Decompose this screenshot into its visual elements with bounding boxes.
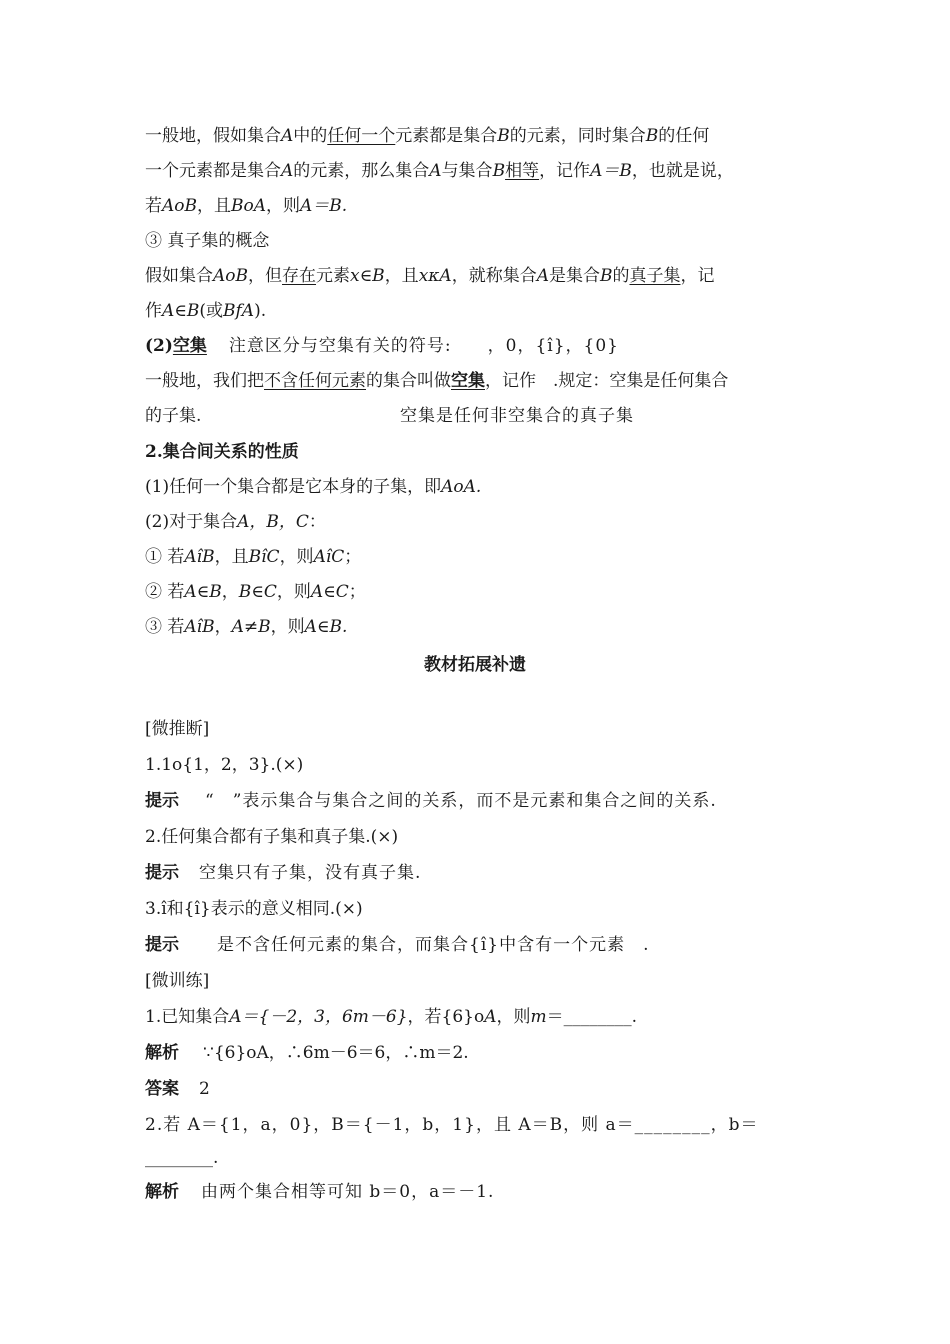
text: ， [214,617,232,637]
formula: A∈B [162,301,200,321]
train-question-2-line-1: 2.若 A＝{1，a，0}，B＝{－1，b，1}，且 A＝B，则 a＝________，b＝ [145,1115,759,1135]
formula: AoA. [441,477,482,497]
formula: xκA [418,266,452,286]
text: ，且 [214,547,249,567]
text: ，且 [384,266,419,286]
text: ，则 [270,617,305,637]
properties-heading: 2.集合间关系的性质 [145,442,299,462]
text: ③ 若 [145,617,185,637]
formula: A，B，C [237,512,309,532]
proper-subset-heading: ③ 真子集的概念 [145,231,270,251]
text: ，记 [680,266,715,286]
bold-underlined-term: 空集 [451,371,485,391]
analysis-label: 解析 [145,1043,179,1063]
formula: A∈B [184,582,222,602]
formula: A＝{－2，3，6m－6} [229,1007,408,1027]
var-a: A [281,161,294,181]
formula: A≠B [231,617,271,637]
train-analysis-2 [145,1181,494,1203]
text: ，则 [276,582,311,602]
text: ② 若 [145,582,185,602]
var-b: B [497,126,510,146]
equality-line-2 [145,160,734,182]
underlined-term: 不含任何元素 [264,371,366,391]
infer-question-3: 3.î和{î}表示的意义相同.(×) [145,899,363,919]
var-m: m [530,1007,547,1027]
text: 假如集合 [145,266,213,286]
text: ＝________. [546,1007,638,1027]
formula: AîB [184,547,215,567]
var-a: A [536,266,549,286]
text: 的元素，同时集合 [509,126,646,146]
text: 作 [145,301,162,321]
text: 元素 [316,266,351,286]
underlined-term: 任何一个 [327,126,396,146]
text: (2)对于集合 [145,512,238,532]
text: 的元素，那么集合 [293,161,430,181]
formula: BîC [248,547,280,567]
text: ① 若 [145,547,185,567]
var-a: A [281,126,294,146]
infer-question-2: 2.任何集合都有子集和真子集.(×) [145,827,399,847]
var-b: B [599,266,613,286]
empty-set-line-2 [145,405,201,427]
formula: BfA [223,301,255,321]
var-b: B [645,126,659,146]
property-2-1 [145,546,361,568]
hint-label: 提示 [145,791,179,811]
text: 的 [612,266,630,286]
empty-set-line-1 [145,370,728,392]
property-2-3 [145,616,347,638]
formula: A∈B. [304,617,348,637]
text: 是集合 [548,266,600,286]
analysis-text: 由两个集合相等可知 b＝0，a＝－1. [201,1182,495,1202]
text: 1.已知集合 [145,1007,230,1027]
answer-value: 2 [199,1079,210,1099]
answer-label: 答案 [145,1079,179,1099]
text: ，若{6}o [407,1007,485,1027]
var-b: B [492,161,506,181]
micro-infer-label: [微推断] [145,719,210,739]
text: (或 [199,301,223,321]
formula: A＝B [590,161,632,181]
text: ，则 [496,1007,531,1027]
text: 的子集. [145,406,202,426]
text: ： [308,512,326,532]
analysis-text: ∵{6}oA，∴6m－6＝6，∴m＝2. [203,1043,469,1063]
equality-line-1 [145,125,709,147]
train-answer-1 [145,1078,210,1100]
text: 中的 [293,126,328,146]
formula: AîB [184,617,215,637]
formula: x∈B [350,266,385,286]
text: ， [221,582,239,602]
formula: BoA [231,196,267,216]
text: 与集合 [441,161,493,181]
text: ，且 [197,196,232,216]
formula: AoB [162,196,198,216]
text: 一个元素都是集合 [145,161,281,181]
infer-question-1: 1.1o{1，2，3}.(×) [145,755,304,775]
micro-train-label: [微训练] [145,971,210,991]
hint-text: 是不含任何元素的集合，而集合{î}中含有一个元素 . [199,935,650,955]
infer-hint-3 [145,934,649,956]
underlined-term: 存在 [282,266,317,286]
section-number: (2) [145,336,173,356]
proper-subset-line-1 [145,265,714,287]
text: (1)任何一个集合都是它本身的子集，即 [145,477,442,497]
train-question-2-line-2: ________. [145,1148,219,1168]
empty-set-note: 注意区分与空集有关的符号: ，0，{î}，{0} [228,336,619,356]
text: ； [348,582,366,602]
text: 的集合叫做 [366,371,451,391]
hint-label: 提示 [145,863,179,883]
text: 的任何 [658,126,710,146]
text: 元素都是集合 [395,126,498,146]
text: 一般地，假如集合 [145,126,281,146]
formula: AîC [313,547,345,567]
infer-hint-2 [145,862,421,884]
text: ； [344,547,362,567]
analysis-label: 解析 [145,1182,179,1202]
hint-label: 提示 [145,935,179,955]
underlined-term: 相等 [505,161,540,181]
hint-text: “ ”表示集合与集合之间的关系，而不是元素和集合之间的关系. [205,791,717,811]
infer-hint-1 [145,790,717,812]
text: ，则 [266,196,301,216]
text: 一般地，我们把 [145,371,264,391]
train-analysis-1 [145,1042,469,1064]
formula: B∈C [238,582,277,602]
text: ，也就是说， [631,161,734,181]
property-2-2 [145,581,366,603]
formula: A∈C [310,582,349,602]
equality-line-3 [145,195,347,217]
text: ，但 [248,266,283,286]
text: 若 [145,196,162,216]
property-1 [145,476,481,498]
train-question-1 [145,1006,637,1028]
section-title: 教材拓展补遗 [424,655,526,675]
var-a: A [484,1007,497,1027]
text: ，就称集合 [451,266,537,286]
proper-subset-line-2 [145,300,266,322]
text: ，记作 .规定：空集是任何集合 [485,371,729,391]
text: ，记作 [539,161,591,181]
hint-text: 空集只有子集，没有真子集. [199,863,422,883]
formula: A＝B. [300,196,348,216]
text: ，则 [279,547,314,567]
property-2 [145,511,326,533]
underlined-term: 真子集 [629,266,681,286]
text: ). [254,301,267,321]
empty-set-heading [145,335,619,357]
empty-set-title: 空集 [172,336,207,356]
var-a: A [429,161,442,181]
empty-set-side-note: 空集是任何非空集合的真子集 [400,406,634,426]
formula: AoB [213,266,249,286]
